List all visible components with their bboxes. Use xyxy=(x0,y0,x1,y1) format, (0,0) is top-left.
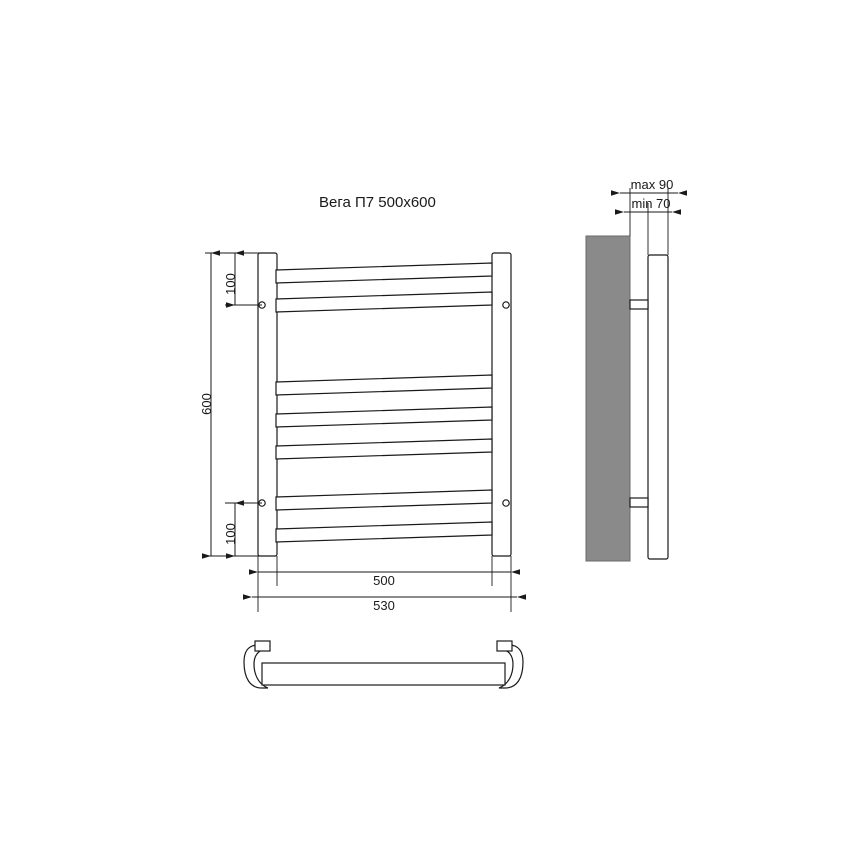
top-view-bar xyxy=(262,663,505,685)
dim-label-min-70: min 70 xyxy=(631,196,671,211)
side-bracket-top xyxy=(630,300,648,309)
front-view xyxy=(258,253,511,556)
dim-label-max-90: max 90 xyxy=(630,177,674,192)
rail-4 xyxy=(276,407,492,427)
top-view xyxy=(244,641,523,688)
dim-label-width-530: 530 xyxy=(373,598,395,613)
rail-5 xyxy=(276,439,492,459)
side-vertical-profile xyxy=(648,255,668,559)
rail-6 xyxy=(276,490,492,510)
horizontal-dimensions xyxy=(252,556,517,613)
wall-mount-point-bottom-right xyxy=(503,500,509,506)
top-view-left-stub xyxy=(255,641,270,651)
wall-block xyxy=(586,236,630,561)
dim-label-width-500: 500 xyxy=(373,573,395,588)
dim-label-bottom-100: 100 xyxy=(223,523,238,545)
drawing-title: Вега П7 500x600 xyxy=(319,194,436,211)
rail-3 xyxy=(276,375,492,395)
left-vertical-post xyxy=(258,253,277,556)
top-view-right-stub xyxy=(497,641,512,651)
rail-1 xyxy=(276,263,492,283)
dim-label-height-600: 600 xyxy=(199,393,214,415)
side-bracket-bottom xyxy=(630,498,648,507)
right-vertical-post xyxy=(492,253,511,556)
wall-mount-point-top-right xyxy=(503,302,509,308)
dim-label-top-100: 100 xyxy=(223,273,238,295)
rail-2 xyxy=(276,292,492,312)
side-view xyxy=(586,177,678,561)
rail-7 xyxy=(276,522,492,542)
